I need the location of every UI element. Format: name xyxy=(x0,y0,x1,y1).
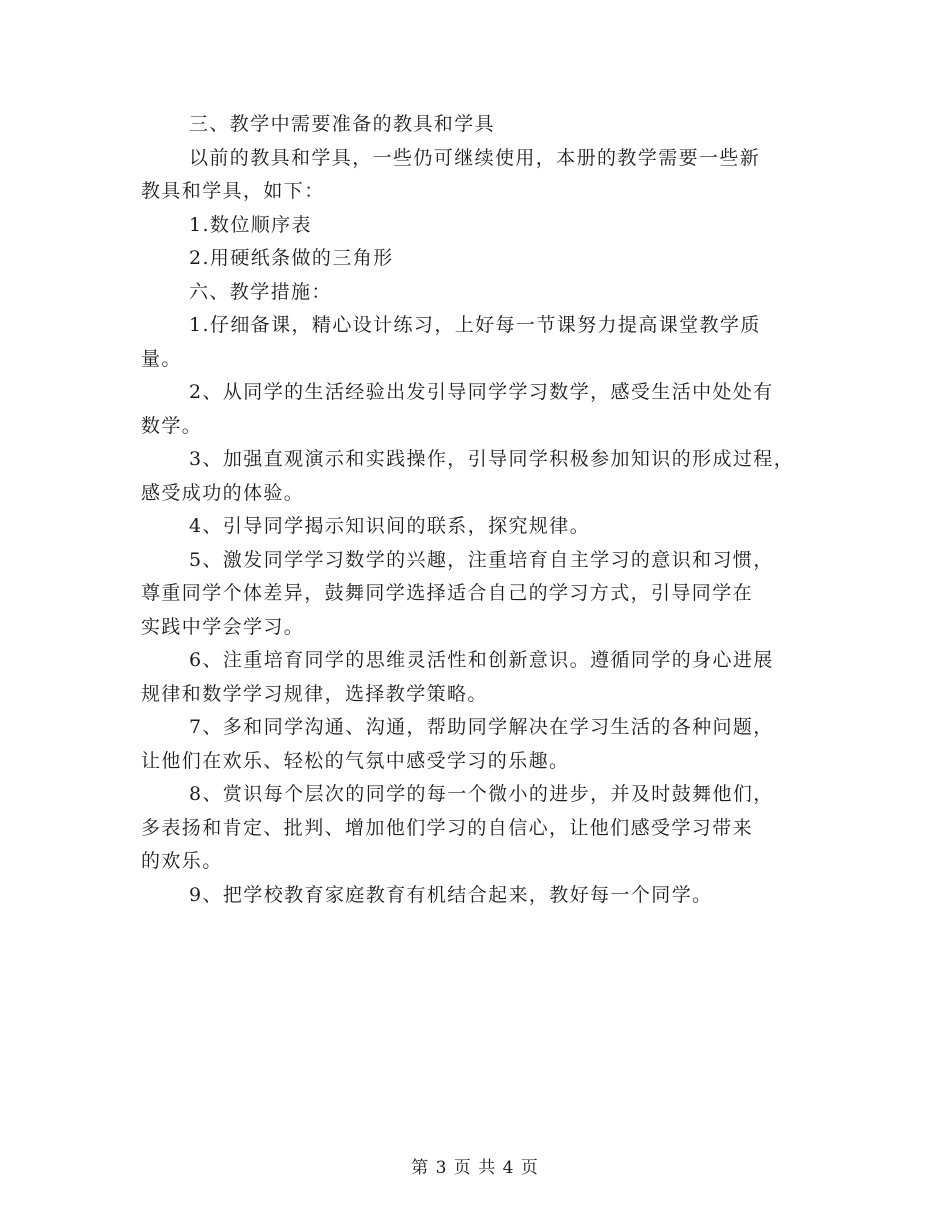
paragraph-measure-1 xyxy=(141,309,831,376)
text-line: 六、教学措施： xyxy=(189,280,332,303)
paragraph-list-item-2 xyxy=(141,242,831,276)
text-line: 的欢乐。 xyxy=(141,850,223,872)
paragraph-measure-9 xyxy=(141,879,831,913)
text-line: 以前的教具和学具，一些仍可继续使用，本册的教学需要一些新 xyxy=(189,146,761,169)
text-line: 量。 xyxy=(141,347,182,370)
text-line: 1.数位顺序表 xyxy=(189,213,312,236)
paragraph-measure-8 xyxy=(141,778,831,879)
paragraph-section-6-heading xyxy=(141,276,831,310)
text-line: 6、注重培育同学的思维灵活性和创新意识。遵循同学的身心进展 xyxy=(189,649,774,671)
text-line: 2.用硬纸条做的三角形 xyxy=(189,247,394,269)
text-line: 感受成功的体验。 xyxy=(141,481,305,504)
text-line: 8、赏识每个层次的同学的每一个微小的进步，并及时鼓舞他们， xyxy=(189,783,774,805)
text-line: 数学。 xyxy=(141,414,203,437)
paragraph-measure-5 xyxy=(141,544,831,645)
text-line: 尊重同学个体差异，鼓舞同学选择适合自己的学习方式，引导同学在 xyxy=(141,582,754,604)
paragraph-measure-7 xyxy=(141,711,831,778)
paragraph-section-3-heading xyxy=(141,108,831,142)
text-line: 7、多和同学沟通、沟通，帮助同学解决在学习生活的各种问题， xyxy=(189,716,774,738)
text-line: 教具和学具，如下： xyxy=(141,180,325,202)
text-line: 9、把学校教育家庭教育有机结合起来，教好每一个同学。 xyxy=(189,883,713,906)
paragraph-measure-3 xyxy=(141,443,831,510)
paragraph-measure-4 xyxy=(141,510,831,544)
text-line: 实践中学会学习。 xyxy=(141,615,305,638)
text-line: 让他们在欢乐、轻松的气氛中感受学习的乐趣。 xyxy=(141,749,570,772)
document-body xyxy=(141,108,831,912)
paragraph-list-item-1 xyxy=(141,209,831,243)
text-line: 3、加强直观演示和实践操作，引导同学积极参加知识的形成过程， xyxy=(189,448,795,470)
text-line: 三、教学中需要准备的教具和学具 xyxy=(189,113,496,135)
text-line: 5、激发同学学习数学的兴趣，注重培育自主学习的意识和习惯， xyxy=(189,548,774,571)
text-line: 4、引导同学揭示知识间的联系，探究规律。 xyxy=(189,515,591,537)
text-line: 多表扬和肯定、批判、增加他们学习的自信心，让他们感受学习带来 xyxy=(141,816,754,839)
paragraph-measure-2 xyxy=(141,376,831,443)
text-line: 规律和数学学习规律，选择教学策略。 xyxy=(141,682,488,705)
page-number-footer: 第 3 页 共 4 页 xyxy=(411,1158,539,1178)
text-line: 2、从同学的生活经验出发引导同学学习数学，感受生活中处处有 xyxy=(189,381,774,403)
text-line: 1.仔细备课，精心设计练习，上好每一节课努力提高课堂教学质 xyxy=(189,314,761,336)
paragraph-measure-6 xyxy=(141,644,831,711)
paragraph-intro xyxy=(141,142,831,209)
